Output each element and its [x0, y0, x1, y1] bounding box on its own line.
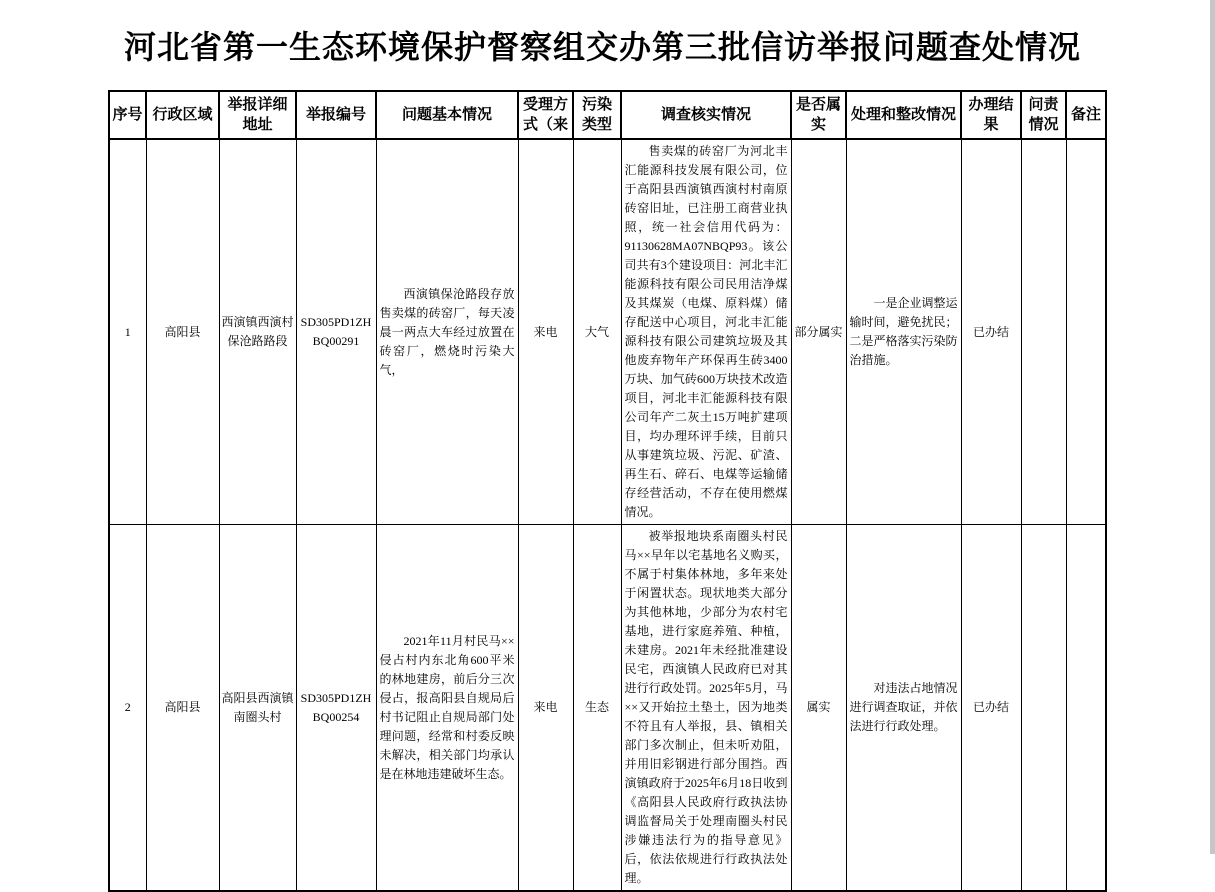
cell-method: 来电 — [518, 525, 573, 892]
cell-address: 西演镇西演村保沧路路段 — [219, 139, 296, 525]
cell-verified: 属实 — [791, 525, 846, 892]
cell-problem: 西演镇保沧路段存放售卖煤的砖窑厂，每天凌晨一两点大车经过放置在砖窑厂，燃烧时污染大气， — [376, 139, 518, 525]
cell-pollution-type: 大气 — [573, 139, 621, 525]
cell-result: 已办结 — [961, 525, 1021, 892]
cell-investigation: 被举报地块系南圈头村民马××早年以宅基地名义购买，不属于村集体林地，多年来处于闲置状态。现状地类大部分为其他林地，少部分为农村宅基地，进行家庭养殖、种植，未建房。2021年未经批准建设民宅，西演镇人民政府已对其进行行政处罚。2025年5月，马××又开始拉土垫土，因为地类不符且有人举报，县、镇相关部门多次制止，但未听劝阻，并用旧彩钢进行部分围挡。西演镇政府于2025年6月18日收到《高阳县人民政府行政执法协调监督局关于处理南圈头村民涉嫌违法行为的指导意见》后，依法依规进行行政执法处理。 — [621, 525, 791, 892]
cell-handling: 对违法占地情况进行调查取证，并依法进行行政处理。 — [846, 525, 961, 892]
cell-result: 已办结 — [961, 139, 1021, 525]
cell-seq: 2 — [109, 525, 146, 892]
cell-problem: 2021年11月村民马××侵占村内东北角600平米的林地建房，前后分三次侵占，报高阳县自规局后村书记阻止自规局部门处理问题，经常和村委反映未解决，相关部门均承认是在林地违建破坏生态。 — [376, 525, 518, 892]
cell-region: 高阳县 — [146, 525, 219, 892]
table-row — [109, 525, 1106, 892]
header-verified: 是否属实 — [791, 91, 846, 139]
header-result: 办理结果 — [961, 91, 1021, 139]
cell-accountability — [1021, 525, 1066, 892]
cell-method: 来电 — [518, 139, 573, 525]
header-method: 受理方式（来 — [518, 91, 573, 139]
vertical-scrollbar[interactable] — [1210, 0, 1215, 854]
cell-report-no: SD305PD1ZHBQ00291 — [296, 139, 376, 525]
cell-verified: 部分属实 — [791, 139, 846, 525]
header-handling: 处理和整改情况 — [846, 91, 961, 139]
cell-remark — [1066, 525, 1106, 892]
table-row — [109, 139, 1106, 525]
header-problem: 问题基本情况 — [376, 91, 518, 139]
table-header-row — [109, 91, 1106, 139]
cell-accountability — [1021, 139, 1066, 525]
header-pollution-type: 污染类型 — [573, 91, 621, 139]
header-investigation: 调查核实情况 — [621, 91, 791, 139]
header-report-no: 举报编号 — [296, 91, 376, 139]
header-region: 行政区域 — [146, 91, 219, 139]
cell-address: 高阳县西演镇南圈头村 — [219, 525, 296, 892]
cell-report-no: SD305PD1ZHBQ00254 — [296, 525, 376, 892]
cell-pollution-type: 生态 — [573, 525, 621, 892]
cell-seq: 1 — [109, 139, 146, 525]
page-title: 河北省第一生态环境保护督察组交办第三批信访举报问题查处情况 — [123, 29, 1081, 65]
cell-handling: 一是企业调整运输时间，避免扰民；二是严格落实污染防治措施。 — [846, 139, 961, 525]
header-seq: 序号 — [109, 91, 146, 139]
cell-investigation: 售卖煤的砖窑厂为河北丰汇能源科技发展有限公司，位于高阳县西演镇西演村村南原砖窑旧址，已注册工商营业执照，统一社会信用代码为：91130628MA07NBQP93。该公司共有3个建设项目：河北丰汇能源科技有限公司民用洁净煤及其煤炭（电煤、原料煤）储存配送中心项目，河北丰汇能源科技有限公司建筑垃圾及其他废弃物年产环保再生砖3400万块、加气砖600万块技术改造项目，河北丰汇能源科技有限公司年产二灰土15万吨扩建项目，均办理环评手续，目前只从事建筑垃圾、污泥、矿渣、再生石、碎石、电煤等运输储存经营活动，不存在使用燃煤情况。 — [621, 139, 791, 525]
header-remark: 备注 — [1066, 91, 1106, 139]
complaint-handling-table — [108, 90, 1107, 892]
header-address: 举报详细地址 — [219, 91, 296, 139]
cell-remark — [1066, 139, 1106, 525]
cell-region: 高阳县 — [146, 139, 219, 525]
header-accountability: 问责情况 — [1021, 91, 1066, 139]
